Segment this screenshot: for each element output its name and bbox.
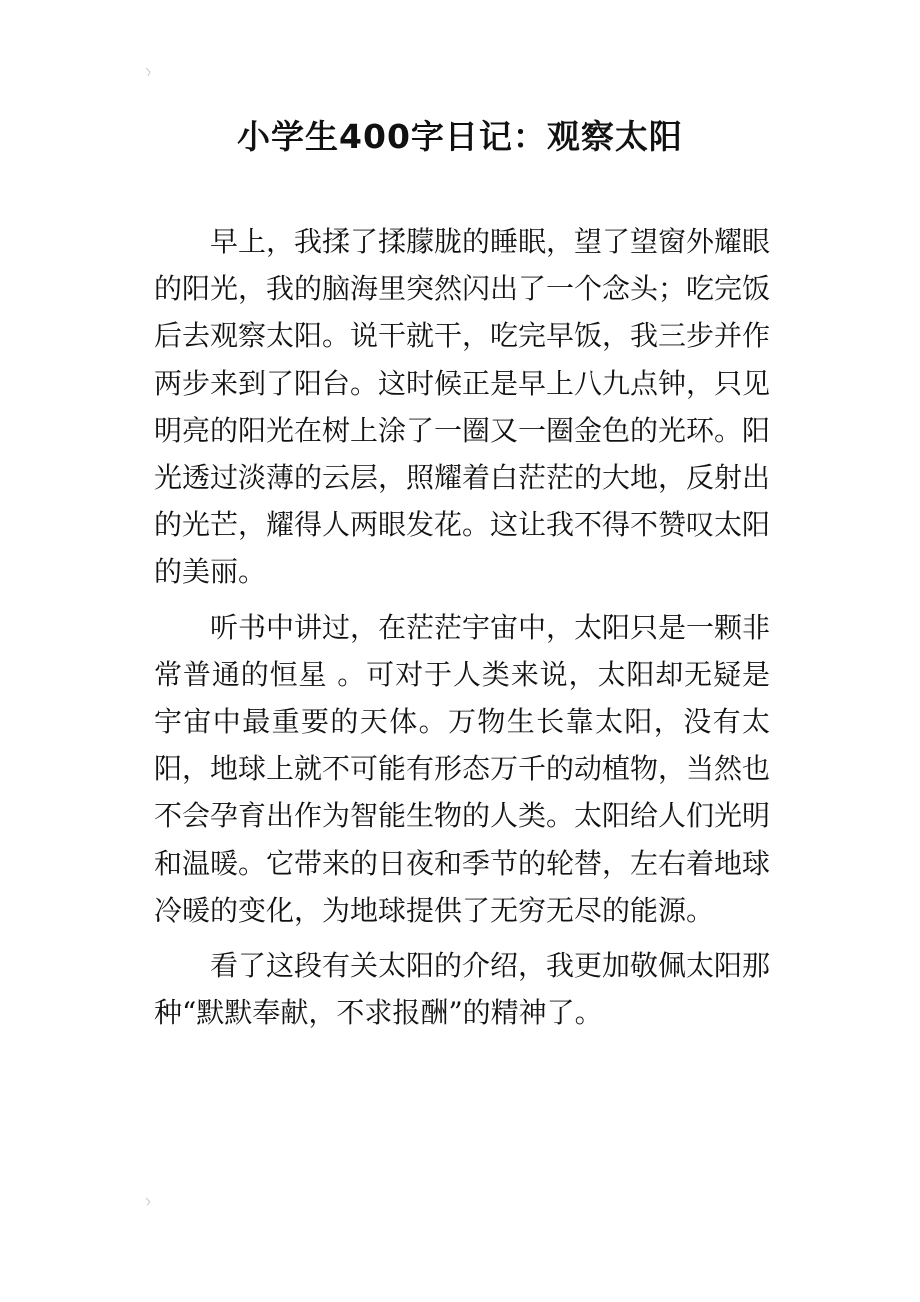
paragraph-3: 看了这段有关太阳的介绍，我更加敬佩太阳那种“默默奉献，不求报酬”的精神了。 [154, 949, 771, 1030]
document-body [154, 218, 770, 1044]
document-title: 小学生400字日记：观察太阳 [237, 117, 683, 156]
corner-mark-icon [144, 66, 154, 80]
paragraph-1: 早上，我揉了揉朦胧的睡眠，望了望窗外耀眼的阳光，我的脑海里突然闪出了一个念头；吃完饭后去观察太阳。说干就干，吃完早饭，我三步并作两步来到了阳台。这时候正是早上八九点钟，只见明亮的阳光在树上涂了一圈又一圈金色的光环。阳光透过淡薄的云层，照耀着白茫茫的大地，反射出的光芒，耀得人两眼发花。这让我不得不赞叹太阳的美丽。 [154, 225, 771, 589]
corner-mark-icon [144, 1194, 154, 1208]
paragraph-2: 听书中讲过，在茫茫宇宙中，太阳只是一颗非常普通的恒星 。可对于人类来说，太阳却无疑是宇宙中最重要的天体。万物生长靠太阳，没有太阳，地球上就不可能有形态万千的动植物，当然也不会孕育出作为智能生物的人类。太阳给人们光明和温暖。它带来的日夜和季节的轮替，左右着地球冷暖的变化，为地球提供了无穷无尽的能源。 [154, 610, 771, 927]
